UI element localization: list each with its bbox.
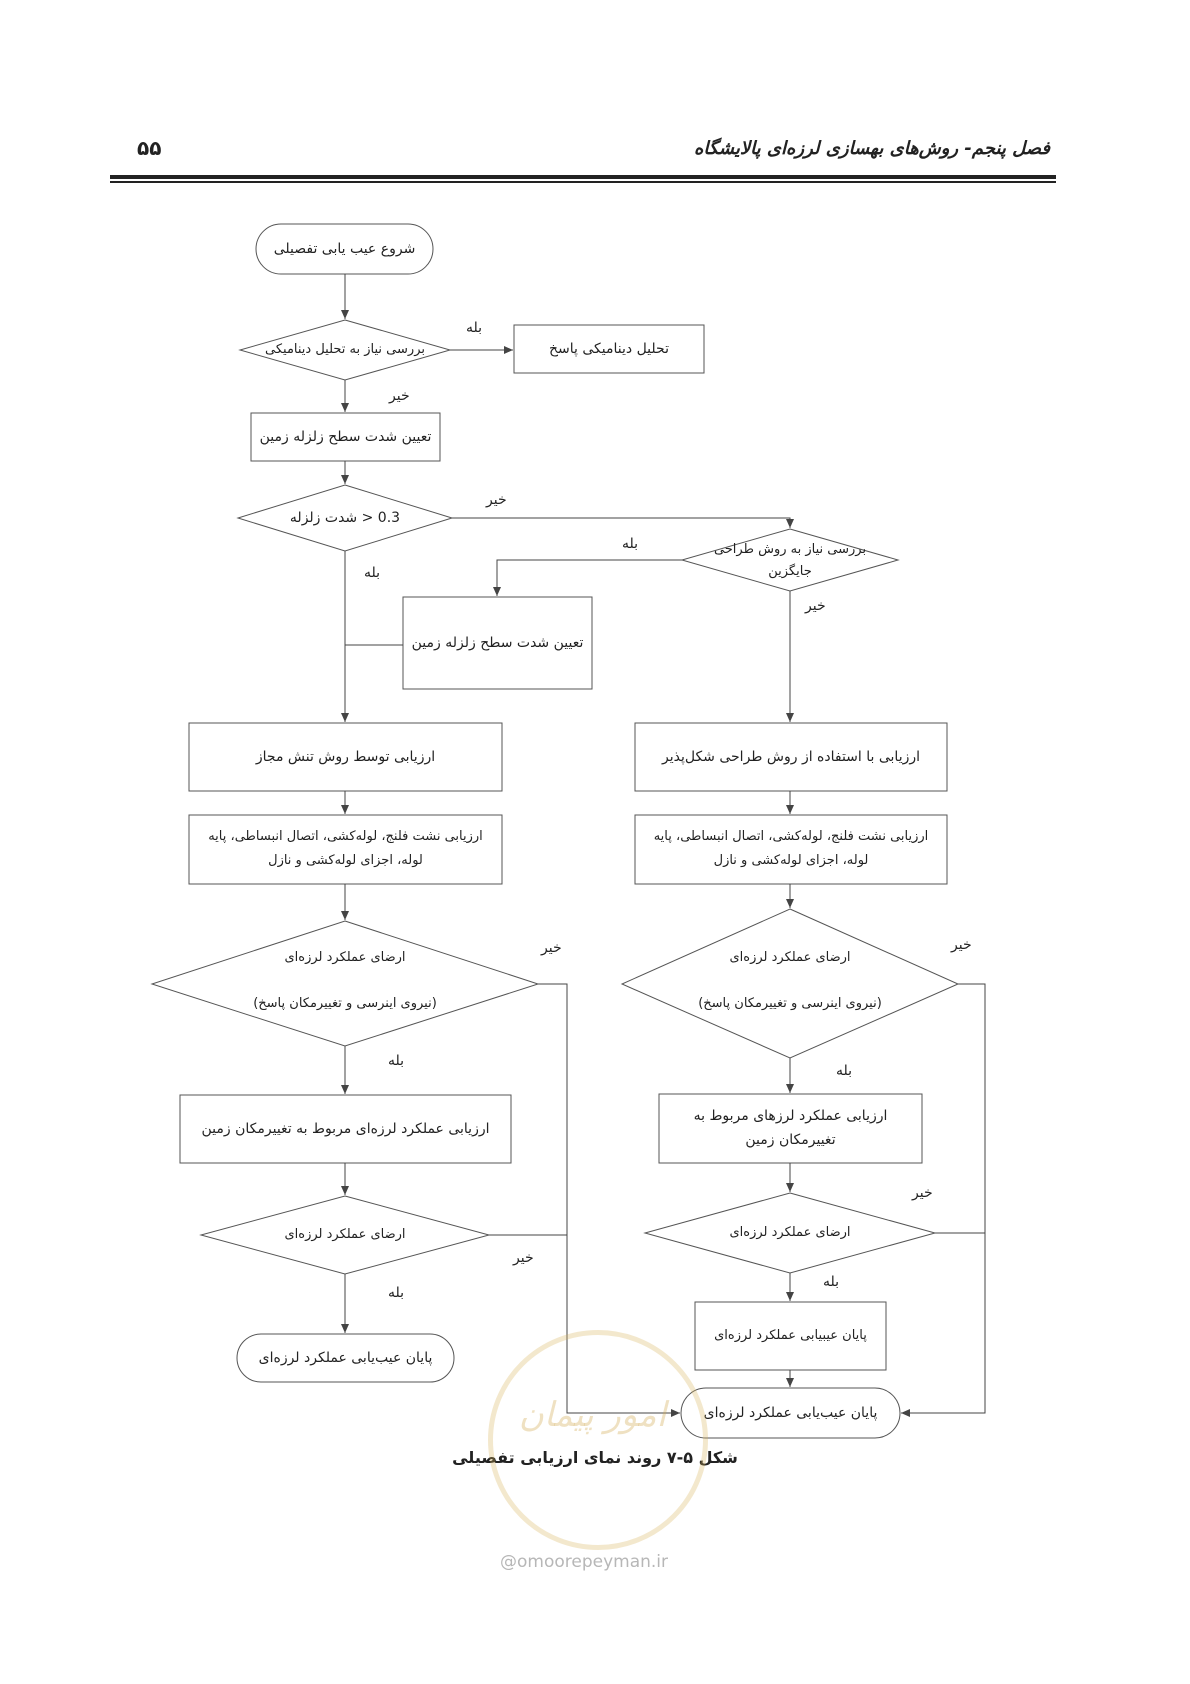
check-dynamic-label: بررسی نیاز به تحلیل دینامیکی [265, 342, 425, 357]
performance-right-2-label: ارضای عملکرد لرزه‌ای [729, 1225, 851, 1240]
no-label-intensity: خیر [486, 492, 507, 508]
ground-displacement-right-line1: ارزیابی عملکرد لرزهای مربوط به [693, 1108, 888, 1124]
ground-level-label-2: تعیین شدت سطح زلزله زمین [411, 635, 584, 651]
no-label-perf-left-2: خیر [513, 1250, 534, 1266]
yes-label-perf-right: بله [836, 1063, 853, 1079]
performance-left-line2: (نیروی اینرسی و تغییرمکان پاسخ) [253, 996, 437, 1011]
end-right-label: پایان عیب‌یابی عملکرد لرزه‌ای [703, 1405, 878, 1421]
allowable-stress-label: ارزیابی توسط روش تنش مجاز [255, 749, 436, 765]
yes-label-dynamic: بله [466, 320, 483, 336]
performance-decision-left [152, 921, 538, 1046]
leak-check-right-line2: لوله، اجزای لوله‌کشی و نازل [713, 853, 869, 868]
dynamic-response-label: تحلیل دینامیکی پاسخ [549, 341, 669, 357]
page-number: ۵۵ [137, 136, 162, 160]
intensity-check-label: 0.3 < شدت زلزله [289, 510, 401, 526]
no-label-alt: خیر [805, 598, 826, 614]
watermark-seal [488, 1330, 708, 1550]
check-alt-label-line1: بررسی نیاز به روش طراحی [713, 542, 867, 557]
leak-check-left-line1: ارزیابی نشت فلنج، لوله‌کشی، اتصال انبساطی، پایه [208, 829, 483, 844]
no-label-perf-left: خیر [541, 940, 562, 956]
end-left-label: پایان عیب‌یابی عملکرد لرزه‌ای [258, 1350, 433, 1366]
leak-check-left-line2: لوله، اجزای لوله‌کشی و نازل [268, 853, 423, 868]
yes-label-perf-left: بله [388, 1053, 405, 1069]
yes-label-alt: بله [622, 536, 639, 552]
no-label-perf-right-2: خیر [912, 1185, 933, 1201]
leak-check-right-line1: ارزیابی نشت فلنج، لوله‌کشی، اتصال انبساطی، پایه [653, 829, 929, 844]
end-box-right-label: پایان عیبیابی عملکرد لرزه‌ای [714, 1328, 867, 1343]
ground-level-label-1: تعیین شدت سطح زلزله زمین [259, 429, 432, 445]
no-label-dynamic: خیر [389, 388, 410, 404]
ground-displacement-left-label: ارزیابی عملکرد لرزه‌ای مربوط به تغییرمکان زمین [201, 1121, 490, 1137]
ductile-design-label: ارزیابی با استفاده از روش طراحی شکل‌پذیر [661, 749, 921, 765]
check-alt-label-line2: جایگزین [768, 564, 812, 579]
yes-label-perf-right-2: بله [823, 1274, 840, 1290]
no-label-perf-right: خیر [951, 937, 972, 953]
performance-decision-right [622, 909, 958, 1058]
ground-displacement-right-line2: تغییرمکان زمین [745, 1132, 836, 1148]
performance-right-line1: ارضای عملکرد لرزه‌ای [729, 950, 851, 965]
performance-left-2-label: ارضای عملکرد لرزه‌ای [284, 1227, 406, 1242]
performance-left-line1: ارضای عملکرد لرزه‌ای [284, 950, 406, 965]
chapter-title: فصل پنجم- روش‌های بهسازی لرزه‌ای پالایشگاه [693, 138, 1050, 159]
start-label: شروع عیب یابی تفصیلی [273, 241, 416, 257]
watermark-logo-text: امور پیمان [518, 1395, 667, 1435]
figure-caption: شکل ۵-۷ روند نمای ارزیابی تفصیلی [452, 1448, 738, 1467]
watermark-url: @omoorepeyman.ir [500, 1552, 669, 1572]
yes-label-intensity: بله [364, 565, 381, 581]
yes-label-perf-left-2: بله [388, 1285, 405, 1301]
performance-right-line2: (نیروی اینرسی و تغییرمکان پاسخ) [698, 996, 882, 1011]
